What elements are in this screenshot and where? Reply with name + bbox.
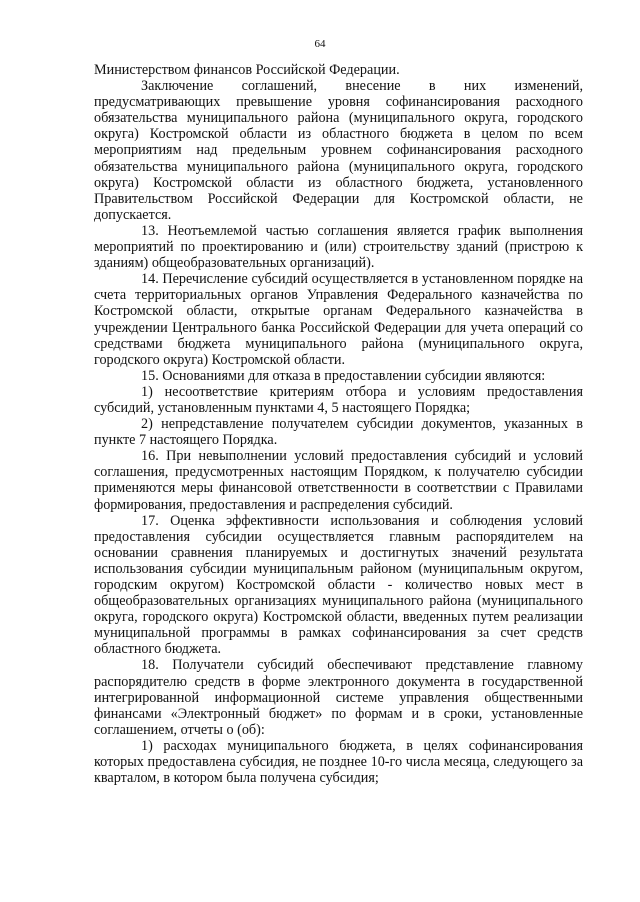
paragraph-13: 13. Неотъемлемой частью соглашения является график выполнения мероприятий по проектированию и (или) строительству зданий (пристрою к зданиям) общеобразовательных организаций). (94, 222, 583, 272)
document-body (94, 62, 583, 786)
paragraph-15-item-2: 2) непредставление получателем субсидии документов, указанных в пункте 7 настоящего Порядка. (94, 416, 583, 449)
paragraph-15: 15. Основаниями для отказа в предоставлении субсидии являются: (141, 367, 546, 384)
paragraph-14: 14. Перечисление субсидий осуществляется в установленном порядке на счета территориальных органов Управления Федерального казначейства по Костромской области, открытые органам Федерального казначейства в учреждении Центрального банка Российской Федерации для учета операций со средствами бюджета муниципального района (муниципального округа, городского округа) Костромской области. (94, 271, 583, 368)
paragraph-agreement-conclusion: Заключение соглашений, внесение в них изменений, предусматривающих превышение уровня софинансирования расходного обязательства муниципального района (муниципального округа, городского округа) Костромской области из областного бюджета в целом по всем мероприятиям над предельным уровнем софинансирования расходного обязательства муниципального района (муниципального округа, городского округа) Костромской области из областного бюджета, установленного Правительством Российской Федерации для Костромской области, не допускается. (94, 78, 583, 223)
paragraph-ministry: Министерством финансов Российской Федерации. (94, 62, 400, 78)
page-number: 64 (314, 38, 326, 50)
paragraph-15-item-1: 1) несоответствие критериям отбора и условиям предоставления субсидий, установленным пунктами 4, 5 настоящего Порядка; (94, 383, 583, 416)
paragraph-17: 17. Оценка эффективности использования и соблюдения условий предоставления субсидии осуществляется главным распорядителем на основании сравнения планируемых и достигнутых значений результата использования субсидии муниципальным районом (муниципальным округом, городским округом) Костромской области - количество новых мест в общеобразовательных организациях муниципального района (муниципального округа, городского округа) Костромской области, введенных путем реализации муниципальной программы в рамках софинансирования за счет средств областного бюджета. (94, 512, 583, 658)
paragraph-18-item-1: 1) расходах муниципального бюджета, в целях софинансирования которых предоставлена субсидия, не позднее 10-го числа месяца, следующего за кварталом, в котором была получена субсидия; (94, 737, 583, 787)
paragraph-18: 18. Получатели субсидий обеспечивают представление главному распорядителю средств в форме электронного документа в государственной интегрированной информационной системе управления общественными финансами «Электронный бюджет» по формам и в сроки, установленные соглашением, отчеты о (об): (94, 657, 583, 738)
paragraph-16: 16. При невыполнении условий предоставления субсидий и условий соглашения, предусмотренных настоящим Порядком, к получателю субсидии применяются меры финансовой ответственности в соответствии с Правилами формирования, предоставления и распределения субсидий. (94, 448, 583, 513)
